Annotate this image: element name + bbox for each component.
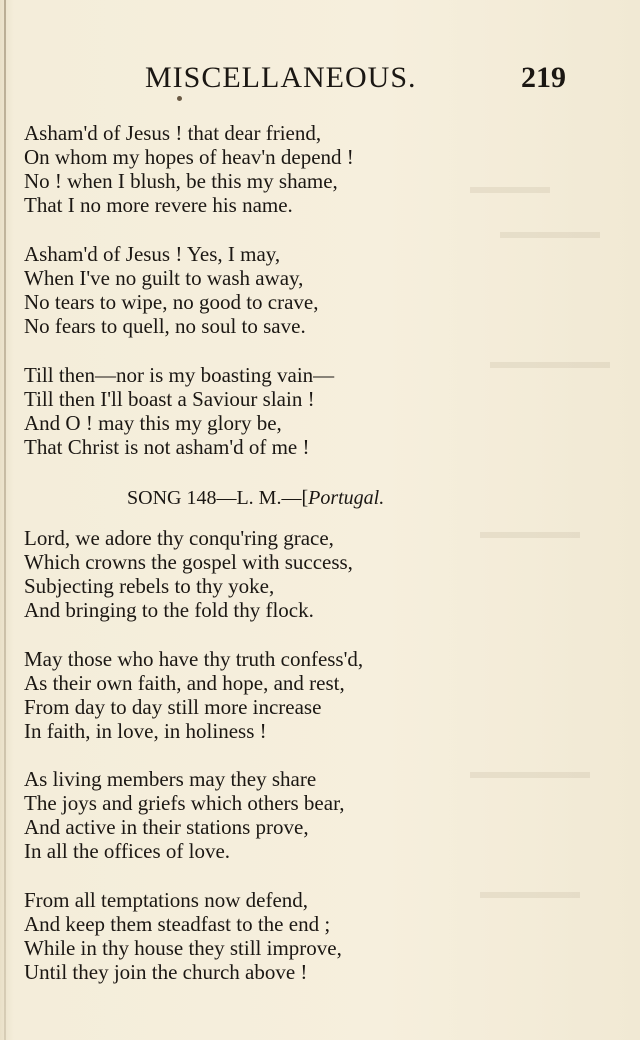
verse-line: Till then—nor is my boasting vain— — [24, 363, 335, 387]
verse-line: Subjecting rebels to thy yoke, — [24, 574, 275, 598]
verse-line: That Christ is not asham'd of me ! — [24, 435, 310, 459]
page-header-title: MISCELLANEOUS. — [145, 61, 417, 94]
verse-line: The joys and griefs which others bear, — [24, 791, 345, 815]
show-through-2: ▬▬▬▬▬ — [500, 221, 600, 243]
show-through-3: ▬▬▬▬▬▬ — [490, 351, 610, 373]
verse-line: And active in their stations prove, — [24, 815, 309, 839]
page-gutter-shadow — [4, 0, 6, 1040]
verse-line: And keep them steadfast to the end ; — [24, 912, 331, 936]
show-through-4: ▬▬▬▬▬ — [480, 521, 580, 543]
verse-line: May those who have thy truth confess'd, — [24, 647, 364, 671]
verse-line: In all the offices of love. — [24, 839, 231, 863]
verse-line: In faith, in love, in holiness ! — [24, 719, 267, 743]
verse-line: When I've no guilt to wash away, — [24, 266, 304, 290]
song-number-meter: SONG 148—L. M.—[ — [127, 487, 309, 509]
verse-line: As their own faith, and hope, and rest, — [24, 671, 345, 695]
show-through-1: ▬▬▬▬ — [470, 176, 550, 198]
verse-line: And bringing to the fold thy flock. — [24, 598, 314, 622]
verse-line: Which crowns the gospel with success, — [24, 550, 353, 574]
verse-line: While in thy house they still improve, — [24, 936, 342, 960]
verse-line: Lord, we adore thy conqu'ring grace, — [24, 526, 334, 550]
ink-dot — [177, 96, 182, 101]
verse-line: No fears to quell, no soul to save. — [24, 314, 306, 338]
show-through-6: ▬▬▬▬▬ — [480, 881, 580, 903]
tune-name: Portugal. — [308, 487, 385, 509]
song-heading — [127, 485, 384, 511]
verse-line: And O ! may this my glory be, — [24, 411, 282, 435]
verse-line: That I no more revere his name. — [24, 193, 293, 217]
verse-line: Asham'd of Jesus ! that dear friend, — [24, 121, 322, 145]
show-through-5: ▬▬▬▬▬▬ — [470, 761, 590, 783]
verse-line: From day to day still more increase — [24, 695, 322, 719]
verse-line: As living members may they share — [24, 767, 317, 791]
verse-line: From all temptations now defend, — [24, 888, 309, 912]
verse-line: On whom my hopes of heav'n depend ! — [24, 145, 354, 169]
verse-line: No ! when I blush, be this my shame, — [24, 169, 338, 193]
verse-line: No tears to wipe, no good to crave, — [24, 290, 319, 314]
verse-line: Till then I'll boast a Saviour slain ! — [24, 387, 315, 411]
verse-line: Asham'd of Jesus ! Yes, I may, — [24, 242, 281, 266]
verse-line: Until they join the church above ! — [24, 960, 308, 984]
page-number: 219 — [521, 61, 566, 94]
